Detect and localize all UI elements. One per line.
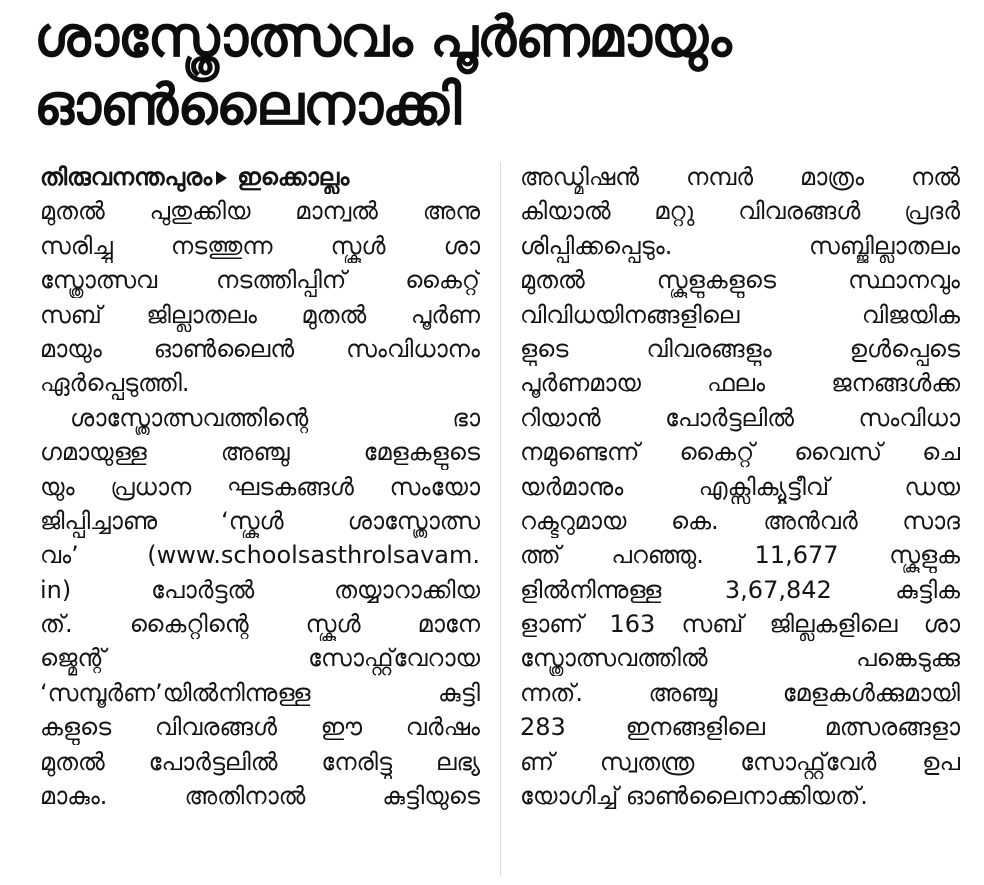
article-line: യോഗിച്ച് ഓൺലൈനാക്കിയത്.: [520, 782, 868, 811]
article-line: [40, 160, 480, 194]
article-line: വിവിധയിനങ്ങളിലെ വിജയിക: [520, 300, 960, 329]
article-line: മുതൽ പുതുക്കിയ മാന്വൽ അനു: [40, 197, 480, 226]
article-line: സബ് ജില്ലാതലം മുതൽ പൂർണ: [40, 300, 480, 329]
article-line: in) പോർട്ടൽ തയ്യാറാക്കിയ: [40, 575, 480, 604]
article-line: ളുടെ വിവരങ്ങളും ഉൾപ്പെടെ: [520, 334, 960, 363]
article-line: കളുടെ വിവരങ്ങൾ ഈ വർഷം: [40, 713, 480, 742]
article-line: യും പ്രധാന ഘടകങ്ങൾ സംയോ: [40, 472, 480, 501]
headline: [34, 4, 964, 140]
article-line: ളാണ് 163 സബ് ജില്ലകളിലെ ശാ: [520, 610, 960, 639]
headline-line-2: ഓൺലൈനാക്കി: [34, 73, 461, 138]
article-line: ജ്മെന്റ് സോഫ്റ്റ്‌വേറായ: [40, 644, 480, 673]
dateline: തിരുവനന്തപുരം: [40, 163, 213, 191]
article-line: നമുണ്ടെന്ന് കൈറ്റ് വൈസ് ചെ: [520, 438, 960, 467]
article-line: വം’ (www.schoolsasthrolsavam.: [40, 541, 480, 570]
article-line: മായും ഓൺലൈൻ സംവിധാനം: [40, 334, 480, 363]
article-line: ത്ത് പറഞ്ഞു. 11,677 സ്കൂളുക: [520, 541, 960, 570]
article-line: അഡ്മിഷൻ നമ്പർ മാത്രം നൽ: [520, 163, 960, 191]
article-line: ഗമായുള്ള അഞ്ചു മേളകളുടെ: [40, 438, 480, 467]
article-line: യർമാനും എക്സിക്യൂട്ടീവ് ഡയ: [520, 472, 960, 501]
article-line: 283 ഇനങ്ങളിലെ മത്സരങ്ങളാ: [520, 713, 960, 742]
article-line: ശിപ്പിക്കപ്പെടും. സബ്ജില്ലാതലം: [520, 231, 960, 260]
article-line: ത്. കൈറ്റിന്റെ സ്കൂൾ മാനേ: [40, 610, 480, 639]
article-text: ഇക്കൊല്ലം: [237, 163, 350, 191]
headline-line-1: ശാസ്ത്രോത്സവം പൂർണമായും: [34, 5, 731, 70]
article-line: മുതൽ സ്കൂളുകളുടെ സ്ഥാനവും: [520, 266, 960, 295]
article-line: സ്ത്രോത്സവ നടത്തിപ്പിന് കൈറ്റ്: [40, 266, 480, 295]
article-line: റിയാൻ പോർട്ടലിൽ സംവിധാ: [520, 403, 960, 432]
article-line: സ്ത്രോത്സവത്തിൽ പങ്കെടുക്കു: [520, 644, 960, 673]
dateline-arrow-icon: [216, 171, 227, 185]
article-line: ന്നത്. അഞ്ചു മേളകൾക്കുമായി: [520, 678, 960, 707]
article-line: ശാസ്ത്രോത്സവത്തിന്റെ ഭാ: [70, 403, 480, 432]
article-line: പൂർണമായ ഫലം ജനങ്ങൾക്ക: [520, 369, 960, 398]
article-line: കിയാൽ മറ്റു വിവരങ്ങൾ പ്രദർ: [520, 197, 960, 226]
article-line: റക്ടറുമായ കെ. അൻവർ സാദ: [520, 506, 960, 535]
article-line: ഏർപ്പെടുത്തി.: [40, 369, 190, 398]
article-column-left: [40, 160, 480, 813]
article-line: ളിൽനിന്നുള്ള 3,67,842 കുട്ടിക: [520, 575, 960, 604]
article-line: ജിപ്പിച്ചാണു ‘സ്കൂൾ ശാസ്ത്രോത്സ: [40, 506, 480, 535]
article-line: മാകും. അതിനാൽ കുട്ടിയുടെ: [40, 782, 480, 811]
article-line: മുതൽ പോർട്ടലിൽ നേരിട്ടു ലഭ്യ: [40, 747, 480, 776]
article-line: സരിച്ചു നടത്തുന്ന സ്കൂൾ ശാ: [40, 231, 480, 260]
article-line: ‘സമ്പൂർണ’യിൽനിന്നുള്ള കുട്ടി: [40, 678, 480, 707]
article-line: ണ് സ്വതന്ത്ര സോഫ്റ്റ്‌വേർ ഉപ: [520, 747, 960, 776]
article-column-right: [520, 160, 960, 813]
column-divider: [500, 162, 501, 877]
